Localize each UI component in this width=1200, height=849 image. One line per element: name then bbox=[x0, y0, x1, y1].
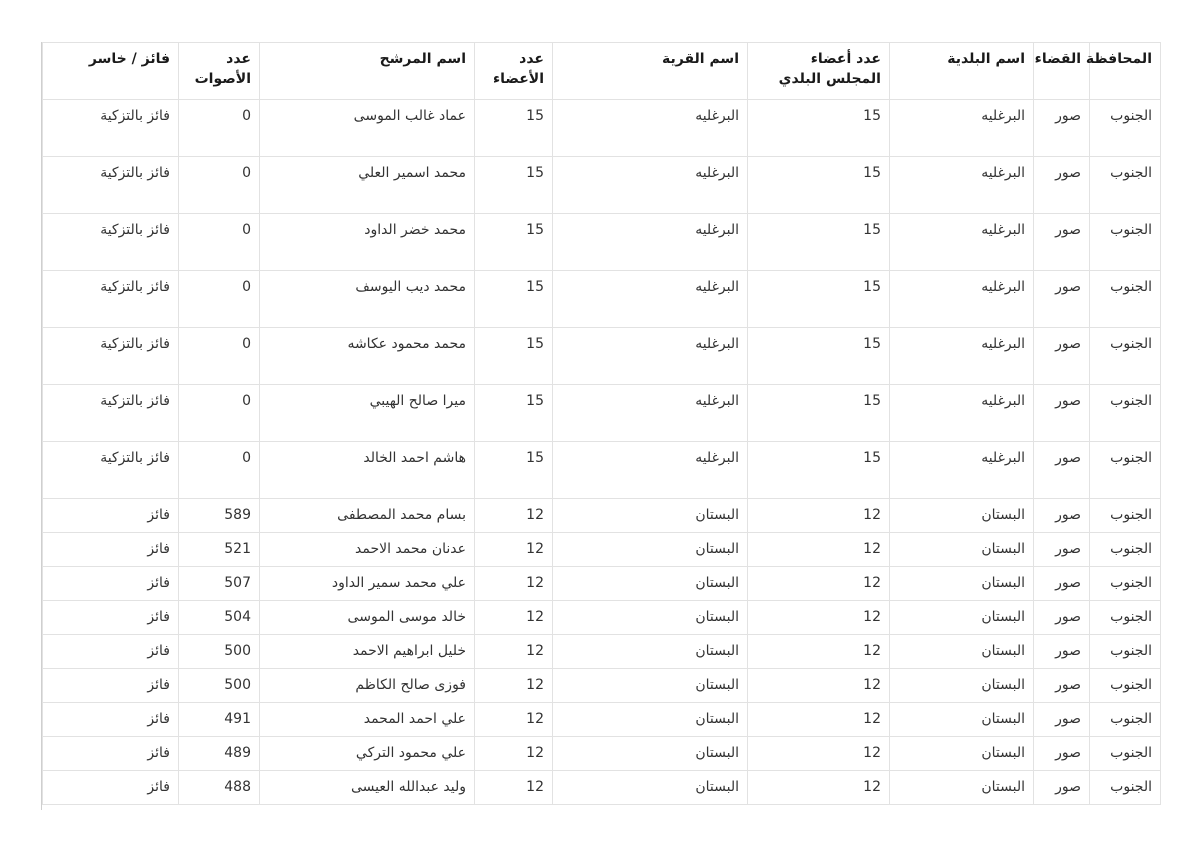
cell-members: 12 bbox=[475, 771, 553, 805]
cell-governorate: الجنوب bbox=[1090, 271, 1161, 328]
cell-district: صور bbox=[1034, 271, 1090, 328]
cell-candidate: علي محمود التركي bbox=[260, 737, 475, 771]
cell-result: فائز bbox=[43, 533, 179, 567]
cell-governorate: الجنوب bbox=[1090, 157, 1161, 214]
cell-members: 12 bbox=[475, 635, 553, 669]
cell-council-members: 12 bbox=[748, 635, 890, 669]
cell-candidate: خالد موسى الموسى bbox=[260, 601, 475, 635]
cell-district: صور bbox=[1034, 100, 1090, 157]
cell-members: 12 bbox=[475, 499, 553, 533]
cell-council-members: 12 bbox=[748, 601, 890, 635]
cell-candidate: فوزى صالح الكاظم bbox=[260, 669, 475, 703]
cell-candidate: عدنان محمد الاحمد bbox=[260, 533, 475, 567]
cell-village: البستان bbox=[553, 499, 748, 533]
cell-municipality: البرغليه bbox=[890, 271, 1034, 328]
cell-result: فائز بالتزكية bbox=[43, 214, 179, 271]
table-row bbox=[43, 703, 1161, 737]
cell-council-members: 12 bbox=[748, 771, 890, 805]
table-row bbox=[43, 100, 1161, 157]
cell-district: صور bbox=[1034, 635, 1090, 669]
cell-district: صور bbox=[1034, 385, 1090, 442]
cell-result: فائز بالتزكية bbox=[43, 100, 179, 157]
cell-council-members: 15 bbox=[748, 214, 890, 271]
cell-votes: 500 bbox=[179, 635, 260, 669]
cell-village: البستان bbox=[553, 737, 748, 771]
cell-votes: 0 bbox=[179, 100, 260, 157]
header-village: اسم القرية bbox=[553, 43, 748, 100]
cell-result: فائز bbox=[43, 567, 179, 601]
cell-governorate: الجنوب bbox=[1090, 100, 1161, 157]
cell-votes: 488 bbox=[179, 771, 260, 805]
cell-municipality: البستان bbox=[890, 703, 1034, 737]
cell-municipality: البرغليه bbox=[890, 214, 1034, 271]
cell-members: 12 bbox=[475, 669, 553, 703]
cell-members: 15 bbox=[475, 214, 553, 271]
cell-district: صور bbox=[1034, 771, 1090, 805]
cell-district: صور bbox=[1034, 499, 1090, 533]
cell-village: البستان bbox=[553, 567, 748, 601]
cell-municipality: البرغليه bbox=[890, 385, 1034, 442]
cell-votes: 489 bbox=[179, 737, 260, 771]
cell-members: 15 bbox=[475, 157, 553, 214]
cell-candidate: عماد غالب الموسى bbox=[260, 100, 475, 157]
cell-members: 15 bbox=[475, 442, 553, 499]
table-row bbox=[43, 271, 1161, 328]
header-candidate: اسم المرشح bbox=[260, 43, 475, 100]
cell-members: 15 bbox=[475, 100, 553, 157]
cell-votes: 521 bbox=[179, 533, 260, 567]
cell-governorate: الجنوب bbox=[1090, 703, 1161, 737]
table-header-row bbox=[43, 43, 1161, 100]
cell-votes: 0 bbox=[179, 157, 260, 214]
cell-votes: 507 bbox=[179, 567, 260, 601]
cell-village: البرغليه bbox=[553, 328, 748, 385]
cell-governorate: الجنوب bbox=[1090, 385, 1161, 442]
cell-governorate: الجنوب bbox=[1090, 669, 1161, 703]
cell-members: 15 bbox=[475, 328, 553, 385]
cell-members: 12 bbox=[475, 567, 553, 601]
cell-council-members: 12 bbox=[748, 669, 890, 703]
cell-district: صور bbox=[1034, 601, 1090, 635]
cell-votes: 500 bbox=[179, 669, 260, 703]
cell-result: فائز bbox=[43, 771, 179, 805]
cell-municipality: البستان bbox=[890, 567, 1034, 601]
cell-council-members: 12 bbox=[748, 567, 890, 601]
cell-governorate: الجنوب bbox=[1090, 499, 1161, 533]
header-district: القضاء bbox=[1034, 43, 1090, 100]
cell-result: فائز bbox=[43, 703, 179, 737]
cell-municipality: البرغليه bbox=[890, 157, 1034, 214]
cell-result: فائز bbox=[43, 601, 179, 635]
cell-village: البرغليه bbox=[553, 157, 748, 214]
cell-result: فائز bbox=[43, 635, 179, 669]
cell-village: البرغليه bbox=[553, 214, 748, 271]
cell-votes: 589 bbox=[179, 499, 260, 533]
cell-municipality: البستان bbox=[890, 669, 1034, 703]
cell-village: البرغليه bbox=[553, 100, 748, 157]
table-row bbox=[43, 499, 1161, 533]
table-row bbox=[43, 157, 1161, 214]
cell-village: البرغليه bbox=[553, 271, 748, 328]
cell-council-members: 15 bbox=[748, 328, 890, 385]
table-row bbox=[43, 737, 1161, 771]
cell-council-members: 12 bbox=[748, 737, 890, 771]
header-votes: عدد الأصوات bbox=[179, 43, 260, 100]
cell-members: 12 bbox=[475, 601, 553, 635]
cell-municipality: البرغليه bbox=[890, 100, 1034, 157]
table-row bbox=[43, 533, 1161, 567]
cell-district: صور bbox=[1034, 669, 1090, 703]
cell-municipality: البستان bbox=[890, 771, 1034, 805]
header-council-members: عدد أعضاء المجلس البلدي bbox=[748, 43, 890, 100]
cell-votes: 0 bbox=[179, 442, 260, 499]
cell-district: صور bbox=[1034, 567, 1090, 601]
cell-village: البستان bbox=[553, 635, 748, 669]
table-row bbox=[43, 635, 1161, 669]
cell-municipality: البرغليه bbox=[890, 328, 1034, 385]
table-row bbox=[43, 669, 1161, 703]
cell-council-members: 15 bbox=[748, 271, 890, 328]
cell-council-members: 15 bbox=[748, 385, 890, 442]
cell-district: صور bbox=[1034, 214, 1090, 271]
table-row bbox=[43, 385, 1161, 442]
header-members: عدد الأعضاء bbox=[475, 43, 553, 100]
cell-result: فائز بالتزكية bbox=[43, 328, 179, 385]
cell-governorate: الجنوب bbox=[1090, 442, 1161, 499]
header-governorate: المحافظة bbox=[1090, 43, 1161, 100]
cell-district: صور bbox=[1034, 328, 1090, 385]
cell-result: فائز bbox=[43, 499, 179, 533]
election-results-table bbox=[42, 42, 1161, 805]
cell-candidate: علي احمد المحمد bbox=[260, 703, 475, 737]
cell-village: البستان bbox=[553, 771, 748, 805]
cell-village: البستان bbox=[553, 533, 748, 567]
cell-council-members: 15 bbox=[748, 157, 890, 214]
cell-village: البرغليه bbox=[553, 385, 748, 442]
cell-members: 15 bbox=[475, 385, 553, 442]
table-row bbox=[43, 328, 1161, 385]
cell-village: البستان bbox=[553, 601, 748, 635]
cell-candidate: هاشم احمد الخالد bbox=[260, 442, 475, 499]
header-municipality: اسم البلدية bbox=[890, 43, 1034, 100]
cell-municipality: البستان bbox=[890, 601, 1034, 635]
cell-result: فائز بالتزكية bbox=[43, 271, 179, 328]
cell-votes: 504 bbox=[179, 601, 260, 635]
table-row bbox=[43, 601, 1161, 635]
cell-result: فائز bbox=[43, 669, 179, 703]
cell-members: 12 bbox=[475, 737, 553, 771]
cell-district: صور bbox=[1034, 703, 1090, 737]
cell-candidate: بسام محمد المصطفى bbox=[260, 499, 475, 533]
cell-votes: 0 bbox=[179, 385, 260, 442]
cell-municipality: البستان bbox=[890, 499, 1034, 533]
cell-candidate: محمد اسمير العلي bbox=[260, 157, 475, 214]
table-row bbox=[43, 771, 1161, 805]
cell-candidate: محمد خضر الداود bbox=[260, 214, 475, 271]
cell-district: صور bbox=[1034, 157, 1090, 214]
cell-council-members: 12 bbox=[748, 533, 890, 567]
cell-village: البرغليه bbox=[553, 442, 748, 499]
cell-candidate: خليل ابراهيم الاحمد bbox=[260, 635, 475, 669]
cell-council-members: 15 bbox=[748, 100, 890, 157]
cell-members: 12 bbox=[475, 703, 553, 737]
cell-district: صور bbox=[1034, 533, 1090, 567]
cell-votes: 0 bbox=[179, 271, 260, 328]
cell-governorate: الجنوب bbox=[1090, 567, 1161, 601]
cell-members: 15 bbox=[475, 271, 553, 328]
cell-governorate: الجنوب bbox=[1090, 533, 1161, 567]
cell-governorate: الجنوب bbox=[1090, 635, 1161, 669]
cell-candidate: وليد عبدالله العيسى bbox=[260, 771, 475, 805]
cell-votes: 0 bbox=[179, 214, 260, 271]
cell-candidate: محمد ديب اليوسف bbox=[260, 271, 475, 328]
cell-village: البستان bbox=[553, 669, 748, 703]
cell-municipality: البستان bbox=[890, 737, 1034, 771]
cell-candidate: محمد محمود عكاشه bbox=[260, 328, 475, 385]
cell-members: 12 bbox=[475, 533, 553, 567]
table-row bbox=[43, 567, 1161, 601]
table-row bbox=[43, 442, 1161, 499]
cell-council-members: 12 bbox=[748, 499, 890, 533]
cell-candidate: ميرا صالح الهيبي bbox=[260, 385, 475, 442]
cell-governorate: الجنوب bbox=[1090, 328, 1161, 385]
table-row bbox=[43, 214, 1161, 271]
cell-council-members: 12 bbox=[748, 703, 890, 737]
cell-result: فائز bbox=[43, 737, 179, 771]
cell-village: البستان bbox=[553, 703, 748, 737]
cell-result: فائز بالتزكية bbox=[43, 385, 179, 442]
cell-result: فائز بالتزكية bbox=[43, 157, 179, 214]
cell-governorate: الجنوب bbox=[1090, 771, 1161, 805]
cell-municipality: البرغليه bbox=[890, 442, 1034, 499]
cell-municipality: البستان bbox=[890, 635, 1034, 669]
cell-municipality: البستان bbox=[890, 533, 1034, 567]
cell-governorate: الجنوب bbox=[1090, 601, 1161, 635]
cell-candidate: علي محمد سمير الداود bbox=[260, 567, 475, 601]
cell-district: صور bbox=[1034, 737, 1090, 771]
cell-governorate: الجنوب bbox=[1090, 737, 1161, 771]
cell-result: فائز بالتزكية bbox=[43, 442, 179, 499]
cell-district: صور bbox=[1034, 442, 1090, 499]
cell-votes: 0 bbox=[179, 328, 260, 385]
cell-votes: 491 bbox=[179, 703, 260, 737]
header-result: فائز / خاسر bbox=[43, 43, 179, 100]
cell-governorate: الجنوب bbox=[1090, 214, 1161, 271]
cell-council-members: 15 bbox=[748, 442, 890, 499]
